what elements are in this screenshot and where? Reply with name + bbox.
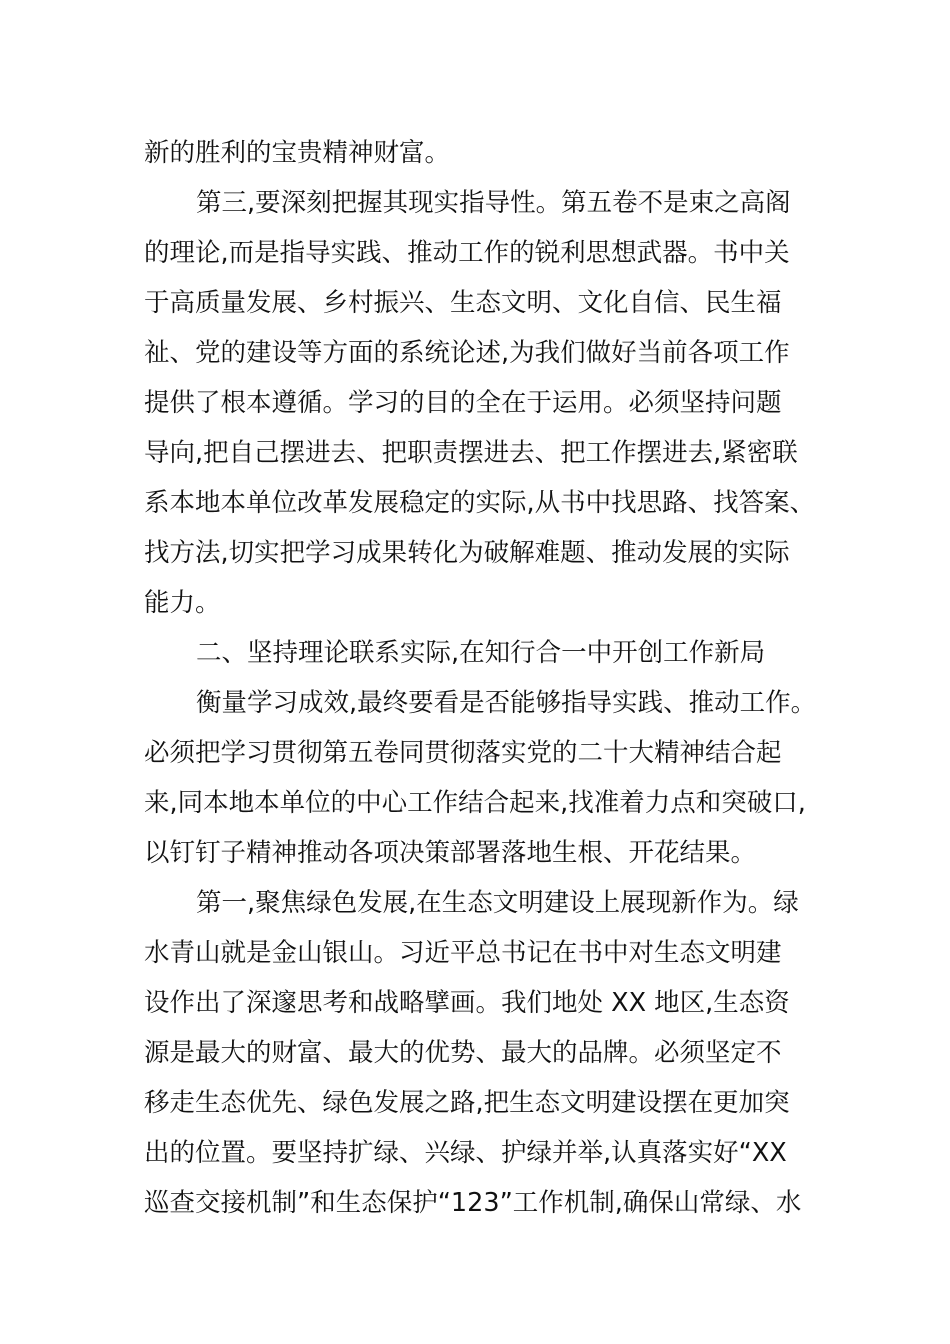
text-line: 找方法,切实把学习成果转化为破解难题、推动发展的实际 (144, 538, 790, 568)
paragraph-start-line: 衡量学习成效,最终要看是否能够指导实践、推动工作。 (196, 688, 817, 718)
text-line: 提供了根本遵循。学习的目的全在于运用。必须坚持问题 (144, 388, 782, 418)
text-line: 源是最大的财富、最大的优势、最大的品牌。必须坚定不 (144, 1038, 782, 1068)
text-line: 设作出了深邃思考和战略擘画。我们地处 XX 地区,生态资 (144, 988, 790, 1018)
text-line: 系本地本单位改革发展稳定的实际,从书中找思路、找答案、 (144, 488, 816, 518)
text-line: 巡查交接机制”和生态保护“123”工作机制,确保山常绿、水 (144, 1188, 802, 1218)
text-line: 以钉钉子精神推动各项决策部署落地生根、开花结果。 (144, 838, 757, 868)
text-line: 新的胜利的宝贵精神财富。 (144, 138, 451, 168)
text-line: 出的位置。要坚持扩绿、兴绿、护绿并举,认真落实好“XX (144, 1138, 787, 1168)
paragraph-start-line: 第三,要深刻把握其现实指导性。第五卷不是束之高阁 (196, 188, 791, 218)
document-body (144, 128, 844, 1228)
section-heading: 二、坚持理论联系实际,在知行合一中开创工作新局 (196, 638, 766, 668)
text-line: 于高质量发展、乡村振兴、生态文明、文化自信、民生福 (144, 288, 782, 318)
paragraph-start-line: 第一,聚焦绿色发展,在生态文明建设上展现新作为。绿 (196, 888, 799, 918)
text-line: 来,同本地本单位的中心工作结合起来,找准着力点和突破口, (144, 788, 806, 818)
text-line: 导向,把自己摆进去、把职责摆进去、把工作摆进去,紧密联 (144, 438, 798, 468)
text-line: 祉、党的建设等方面的系统论述,为我们做好当前各项工作 (144, 338, 790, 368)
text-line: 的理论,而是指导实践、推动工作的锐利思想武器。书中关 (144, 238, 790, 268)
text-line: 水青山就是金山银山。习近平总书记在书中对生态文明建 (144, 938, 782, 968)
text-line: 移走生态优先、绿色发展之路,把生态文明建设摆在更加突 (144, 1088, 790, 1118)
text-line: 必须把学习贯彻第五卷同贯彻落实党的二十大精神结合起 (144, 738, 782, 768)
text-line: 能力。 (144, 588, 221, 618)
